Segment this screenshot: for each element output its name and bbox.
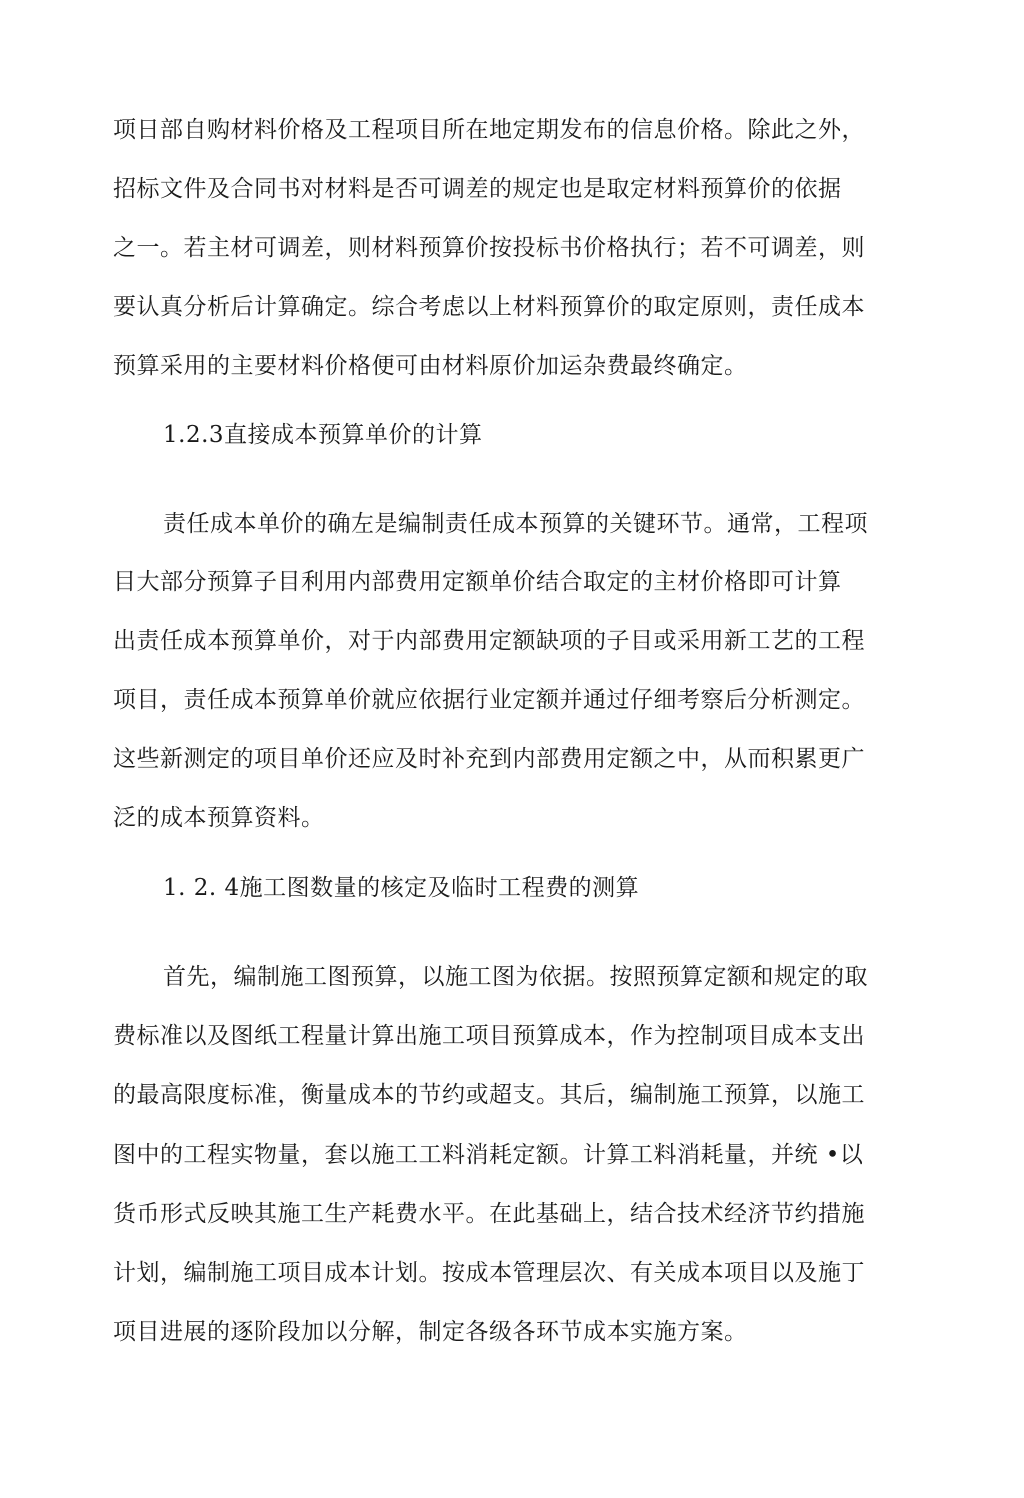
section-heading-1-2-3: 1.2.3直接成本预算单价的计算	[163, 422, 483, 448]
paragraph-line: 泛的成本预算资料。	[113, 805, 325, 831]
paragraph-line: 项目进展的逐阶段加以分解，制定各级各环节成本实施方案。	[113, 1319, 748, 1345]
paragraph-line: 货币形式反映其施工生产耗费水平。在此基础上，结合技术经济节约措施	[113, 1201, 865, 1227]
section-heading-1-2-4: 1. 2. 4施工图数量的核定及临时工程费的测算	[163, 875, 640, 901]
paragraph-line: 要认真分析后计算确定。综合考虑以上材料预算价的取定原则，责任成本	[113, 294, 865, 320]
paragraph-line: 费标准以及图纸工程量计算出施工项目预算成本，作为控制项目成本支出	[113, 1023, 865, 1049]
paragraph-line: 的最高限度标准，衡量成本的节约或超支。其后，编制施工预算，以施工	[113, 1082, 865, 1108]
paragraph-line: 之一。若主材可调差，则材料预算价按投标书价格执行；若不可调差，则	[113, 235, 865, 261]
paragraph-line: 计划，编制施工项目成本计划。按成本管理层次、有关成本项目以及施丁	[113, 1260, 865, 1286]
paragraph-line: 项目，责任成本预算单价就应依据行业定额并通过仔细考察后分析测定。	[113, 687, 865, 713]
paragraph-line: 这些新测定的项目单价还应及时补充到内部费用定额之中，从而积累更广	[113, 746, 865, 772]
paragraph-line: 出责任成本预算单价，对于内部费用定额缺项的子目或采用新工艺的工程	[113, 628, 865, 654]
paragraph-line: 责任成本单价的确左是编制责任成本预算的关键环节。通常，工程项	[163, 511, 868, 537]
paragraph-line: 预算采用的主要材料价格便可由材料原价加运杂费最终确定。	[113, 353, 748, 379]
paragraph-line: 项日部自购材料价格及工程项目所在地定期发布的信息价格。除此之外，	[113, 117, 865, 143]
paragraph-line: 图中的工程实物量，套以施工工料消耗定额。计算工料消耗量，并统 •以	[113, 1142, 864, 1168]
paragraph-line: 目大部分预算子目利用内部费用定额单价结合取定的主材价格即可计算	[113, 569, 842, 595]
paragraph-line: 招标文件及合同书对材料是否可调差的规定也是取定材料预算价的依据	[113, 176, 842, 202]
paragraph-line: 首先，编制施工图预算，以施工图为依据。按照预算定额和规定的取	[163, 964, 868, 990]
